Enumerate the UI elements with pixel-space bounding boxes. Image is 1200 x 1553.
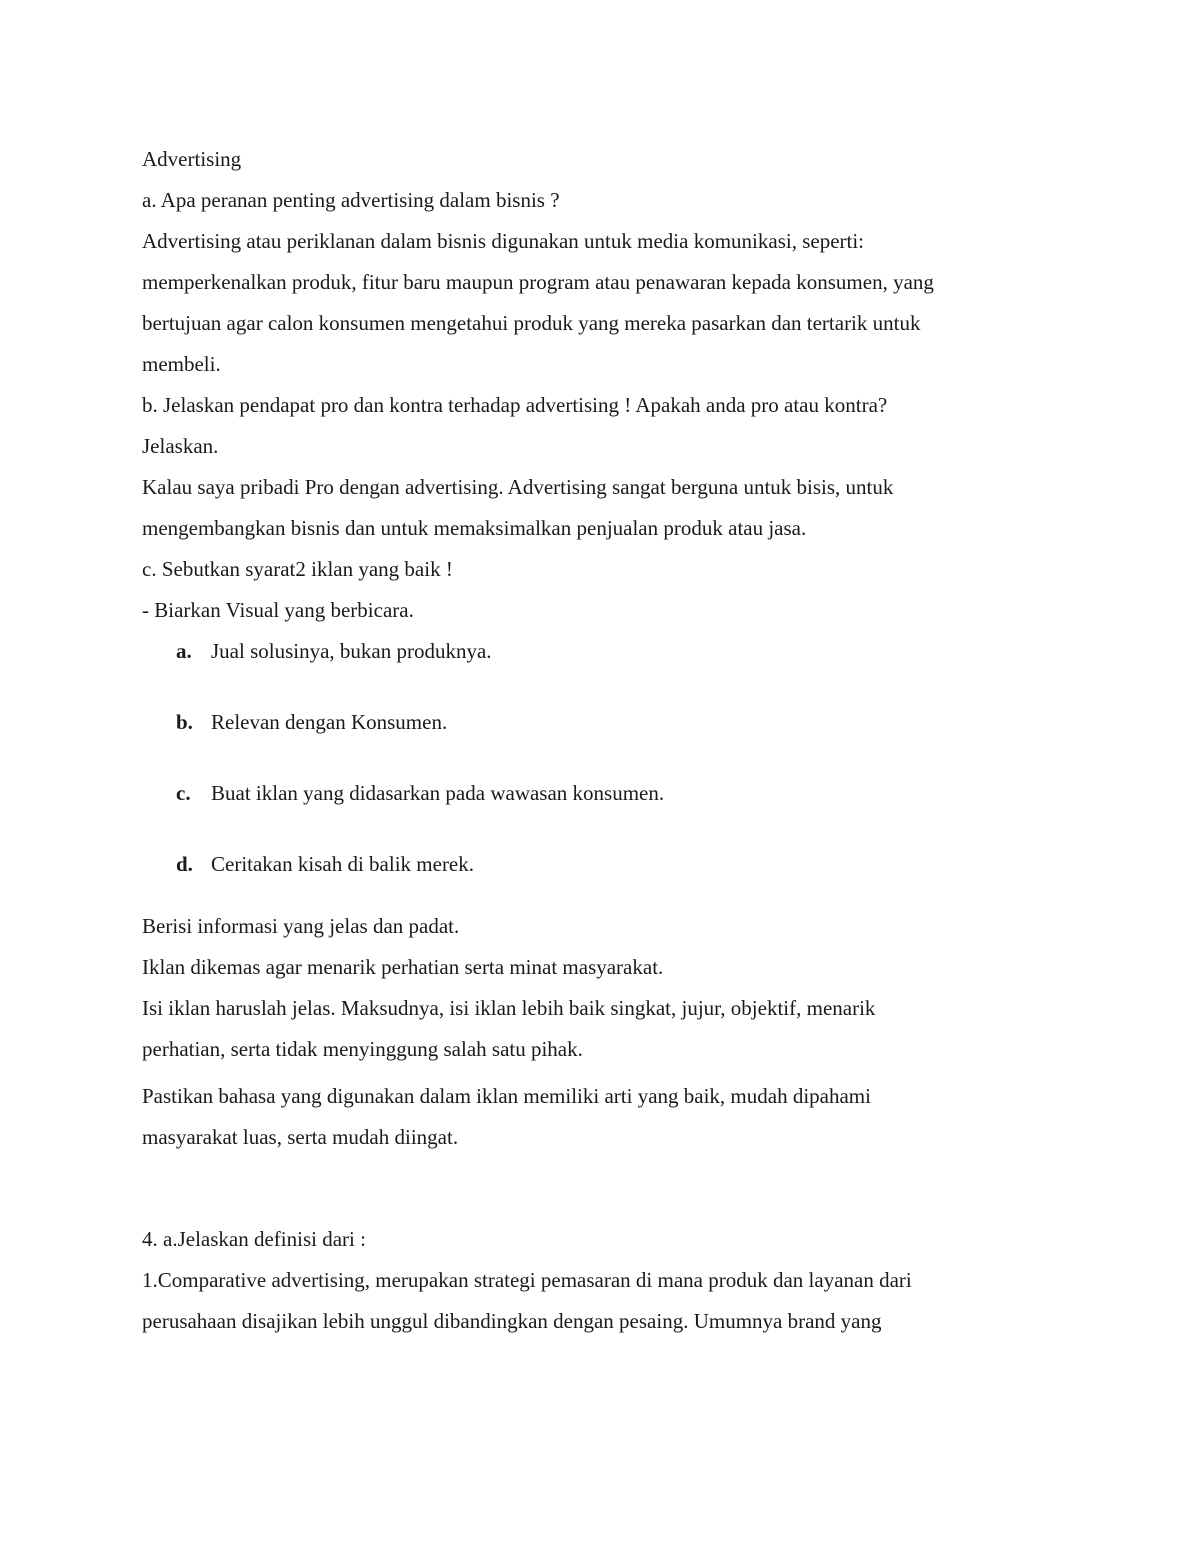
list-item <box>176 631 1042 672</box>
answer-a-line: memperkenalkan produk, fitur baru maupun program atau penawaran kepada konsumen, yang <box>142 270 934 294</box>
question-b <box>142 385 1042 467</box>
answer-b-line: Kalau saya pribadi Pro dengan advertising. Advertising sangat berguna untuk bisis, untuk <box>142 475 894 499</box>
spacer <box>142 1158 1042 1219</box>
after-list-line: Iklan dikemas agar menarik perhatian serta minat masyarakat. <box>142 955 664 979</box>
after-list-line: Berisi informasi yang jelas dan padat. <box>142 914 460 938</box>
after-list-line: Isi iklan haruslah jelas. Maksudnya, isi iklan lebih baik singkat, jujur, objektif, menarik <box>142 996 876 1020</box>
list-item <box>176 773 1042 814</box>
answer-b <box>142 467 1042 549</box>
list-marker: a. <box>176 639 192 663</box>
closing-paragraph <box>142 1076 1042 1158</box>
closing-line: masyarakat luas, serta mudah diingat. <box>142 1125 459 1149</box>
list-item-text: Relevan dengan Konsumen. <box>211 710 448 734</box>
document-heading: Advertising <box>142 147 242 171</box>
after-list-paragraph <box>142 906 1042 1070</box>
bullet-item: - Biarkan Visual yang berbicara. <box>142 598 414 622</box>
list-marker: c. <box>176 781 191 805</box>
answer-a-line: Advertising atau periklanan dalam bisnis digunakan untuk media komunikasi, seperti: <box>142 229 865 253</box>
answer-4 <box>142 1260 1042 1342</box>
answer-a-line: bertujuan agar calon konsumen mengetahui produk yang mereka pasarkan dan tertarik untuk <box>142 311 921 335</box>
answer-4-line: 1.Comparative advertising, merupakan strategi pemasaran di mana produk dan layanan dari <box>142 1268 912 1292</box>
list-marker: b. <box>176 710 193 734</box>
question-c: c. Sebutkan syarat2 iklan yang baik ! <box>142 557 453 581</box>
question-b-line: Jelaskan. <box>142 434 219 458</box>
after-list-line: perhatian, serta tidak menyinggung salah satu pihak. <box>142 1037 583 1061</box>
document-body <box>142 139 1042 1342</box>
question-b-line: b. Jelaskan pendapat pro dan kontra terhadap advertising ! Apakah anda pro atau kontra? <box>142 393 888 417</box>
requirements-list <box>142 631 1042 885</box>
list-item-text: Jual solusinya, bukan produknya. <box>211 639 492 663</box>
answer-4-line: perusahaan disajikan lebih unggul dibandingkan dengan pesaing. Umumnya brand yang <box>142 1309 882 1333</box>
list-marker: d. <box>176 852 193 876</box>
answer-a-line: membeli. <box>142 352 221 376</box>
closing-line: Pastikan bahasa yang digunakan dalam iklan memiliki arti yang baik, mudah dipahami <box>142 1084 871 1108</box>
question-a: a. Apa peranan penting advertising dalam bisnis ? <box>142 188 560 212</box>
question-4: 4. a.Jelaskan definisi dari : <box>142 1227 366 1251</box>
list-item-text: Buat iklan yang didasarkan pada wawasan konsumen. <box>211 781 665 805</box>
list-item-text: Ceritakan kisah di balik merek. <box>211 852 475 876</box>
list-item <box>176 844 1042 885</box>
answer-b-line: mengembangkan bisnis dan untuk memaksimalkan penjualan produk atau jasa. <box>142 516 807 540</box>
list-item <box>176 702 1042 743</box>
answer-a <box>142 221 1042 385</box>
